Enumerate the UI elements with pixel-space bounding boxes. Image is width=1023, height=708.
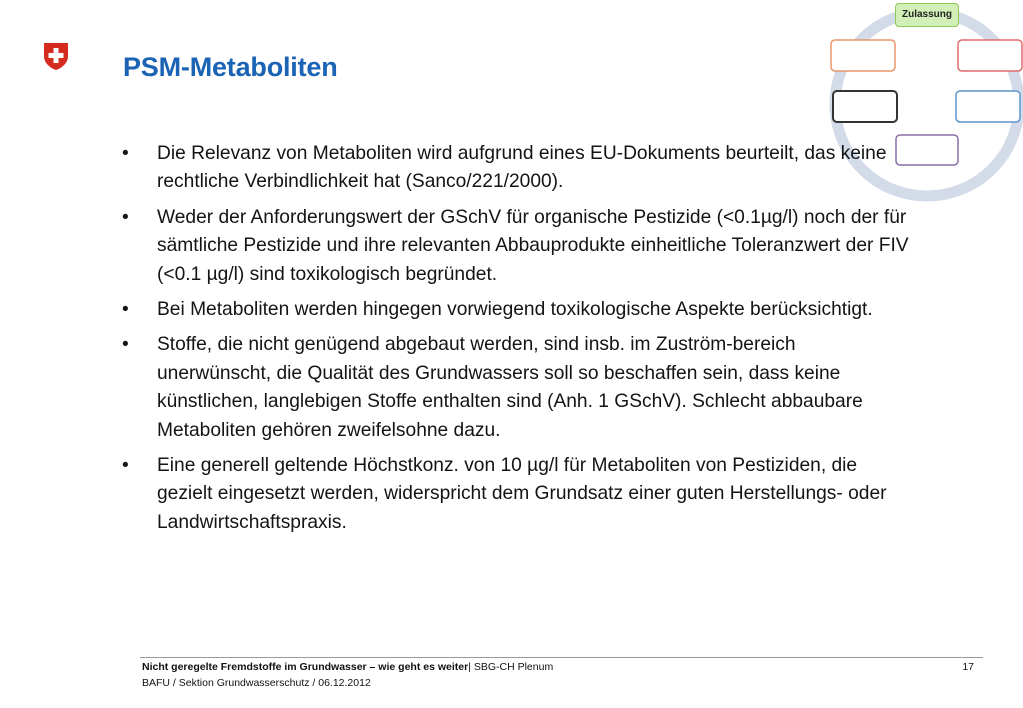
page-number: 17 (962, 661, 974, 673)
bullet-text: Die Relevanz von Metaboliten wird aufgrund eines EU-Dokuments beurteilt, das keine rechtliche Verbindlichkeit hat (Sanco/221/2000). (157, 143, 887, 193)
bullet-dot: • (122, 334, 129, 356)
footer-title-bold: Nicht geregelte Fremdstoffe im Grundwasser – wie geht es weiter (142, 661, 469, 673)
bullet-text: Bei Metaboliten werden hingegen vorwiegend toxikologische Aspekte berücksichtigt. (157, 299, 873, 321)
cycle-box-blue (956, 91, 1020, 122)
zulassung-tag: Zulassung (895, 3, 959, 27)
swiss-cross-logo-icon (41, 41, 71, 71)
slide-title: PSM-Metaboliten (123, 52, 338, 82)
footer-title-rest: | SBG-CH Plenum (468, 661, 554, 673)
footer-divider (140, 657, 983, 658)
cycle-box-orange (831, 40, 895, 71)
bullet-item (120, 296, 910, 324)
footer-source: BAFU / Sektion Grundwasserschutz / 06.12.2012 (142, 677, 371, 689)
cycle-box-red (958, 40, 1022, 71)
cycle-box-dark (833, 91, 897, 122)
bullet-dot: • (122, 206, 129, 228)
bullet-text: Eine generell geltende Höchstkonz. von 10 µg/l für Metaboliten von Pestiziden, die gezielt eingesetzt werden, widerspricht dem Grundsatz einer guten Herstellungs- oder Landwirtschaftspraxis. (157, 455, 887, 533)
bullet-dot: • (122, 299, 129, 321)
bullet-text: Stoffe, die nicht genügend abgebaut werden, sind insb. im Zuström-bereich unerwünscht, die Qualität des Grundwassers soll so beschaffen sein, dass keine künstlichen, langlebigen Stoffe enthalten sind (Anh. 1 GSchV). Schlecht abbaubare Metaboliten gehören zweifelsohne dazu. (157, 334, 863, 441)
bullet-item (120, 331, 910, 445)
bullet-dot: • (122, 143, 129, 164)
bullet-dot: • (122, 455, 129, 477)
footer-title (142, 661, 553, 673)
bullet-item (120, 452, 910, 537)
bullet-text: Weder der Anforderungswert der GSchV für organische Pestizide (<0.1µg/l) noch der für sämtliche Pestizide und ihre relevanten Abbauprodukte einheitliche Toleranzwert der FIV (<0.1 µg/l) sind toxikologisch begründet. (157, 206, 909, 285)
bullet-item (120, 140, 910, 197)
bullet-list (120, 140, 910, 544)
bullet-item (120, 204, 910, 289)
